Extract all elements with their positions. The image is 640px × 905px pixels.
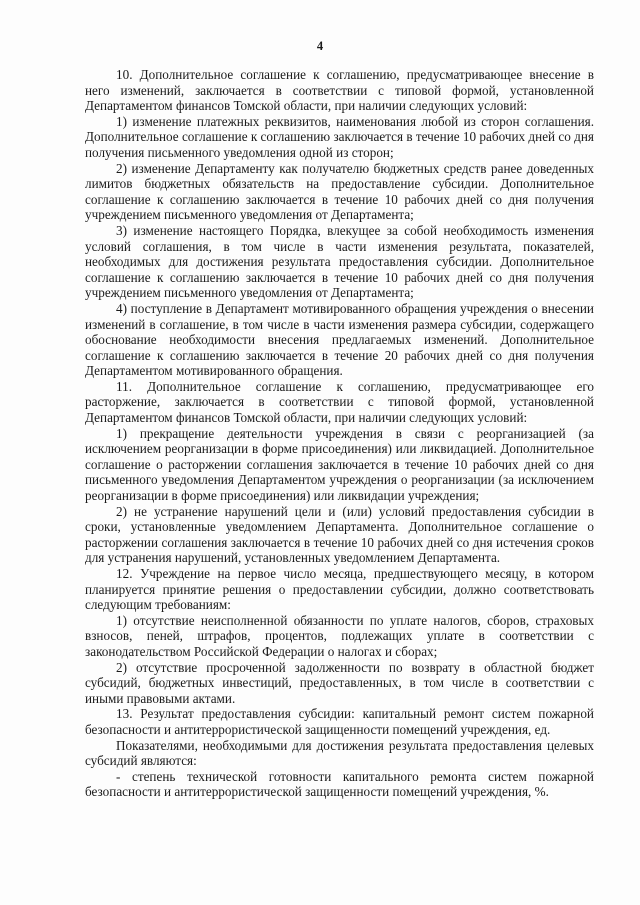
paragraph-10: 10. Дополнительное соглашение к соглашению, предусматривающее внесение в него изменений, заключается в соответствии с типовой формой, установленной Департаментом финансов Томской области, при наличии следующих условий:	[85, 67, 594, 114]
paragraph-11: 11. Дополнительное соглашение к соглашению, предусматривающее его расторжение, заключается в соответствии с типовой формой, установленной Департаментом финансов Томской области, при наличии следующих условий:	[85, 378, 594, 426]
paragraph-11-item-2: 2) не устранение нарушений цели и (или) условий предоставления субсидии в сроки, установленные уведомлением Департамента. Дополнительное соглашение о расторжении соглашения заключается в течение 10 рабочих дней со дня истечения сроков для устранения нарушений, установленных уведомлением Департамента.	[85, 503, 594, 566]
paragraph-11-item-1: 1) прекращение деятельности учреждения в связи с реорганизацией (за исключением реорганизации в форме присоединения) или ликвидацией. Дополнительное соглашение о расторжении соглашения заключается в течение 10 рабочих дней со дня письменного уведомления Департаментом учреждения о реорганизации (за исключением реорганизации в форме присоединения) или ликвидации учреждения;	[85, 425, 594, 504]
paragraph-13: 13. Результат предоставления субсидии: капитальный ремонт систем пожарной безопасности и антитеррористической защищенности помещений учреждения, ед.	[85, 706, 594, 737]
paragraph-12: 12. Учреждение на первое число месяца, предшествующего месяцу, в котором планируется принятие решения о предоставлении субсидии, должно соответствовать следующим требованиям:	[85, 566, 594, 613]
paragraph-10-item-2: 2) изменение Департаменту как получателю бюджетных средств ранее доведенных лимитов бюджетных обязательств на предоставление субсидии. Дополнительное соглашение к соглашению заключается в течение 10 рабочих дней со дня получения учреждением письменного уведомления от Департамента;	[85, 160, 594, 223]
paragraph-10-item-4: 4) поступление в Департамент мотивированного обращения учреждения о внесении изменений в соглашение, в том числе в части изменения размера субсидии, содержащего обоснование необходимости внесения предлагаемых изменений. Дополнительное соглашение к соглашению заключается в течение 20 рабочих дней со дня получения Департаментом мотивированного обращения.	[85, 300, 594, 379]
paragraph-10-item-3: 3) изменение настоящего Порядка, влекущее за собой необходимость изменения условий соглашения, в том числе в части изменения результата, показателей, необходимых для достижения результата предоставления субсидии. Дополнительное соглашение к соглашению заключается в течение 10 рабочих дней со дня получения учреждением письменного уведомления от Департамента;	[85, 222, 594, 301]
indicators-intro: Показателями, необходимыми для достижения результата предоставления целевых субсидий являются:	[85, 737, 594, 769]
paragraph-10-item-1: 1) изменение платежных реквизитов, наименования любой из сторон соглашения. Дополнительное соглашение к соглашению заключается в течение 10 рабочих дней со дня получения письменного уведомления одной из сторон;	[85, 113, 594, 160]
paragraph-12-item-1: 1) отсутствие неисполненной обязанности по уплате налогов, сборов, страховых взносов, пеней, штрафов, процентов, подлежащих уплате в соответствии с законодательством Российской Федерации о налогах и сборах;	[85, 612, 594, 659]
document-body	[85, 67, 594, 800]
page-number: 4	[316, 39, 324, 53]
paragraph-12-item-2: 2) отсутствие просроченной задолженности по возврату в областной бюджет субсидий, бюджетных инвестиций, предоставленных, в том числе в соответствии с иными правовыми актами.	[85, 659, 594, 706]
indicator-item: - степень технической готовности капитального ремонта систем пожарной безопасности и антитеррористической защищенности помещений учреждения, %.	[85, 768, 594, 800]
